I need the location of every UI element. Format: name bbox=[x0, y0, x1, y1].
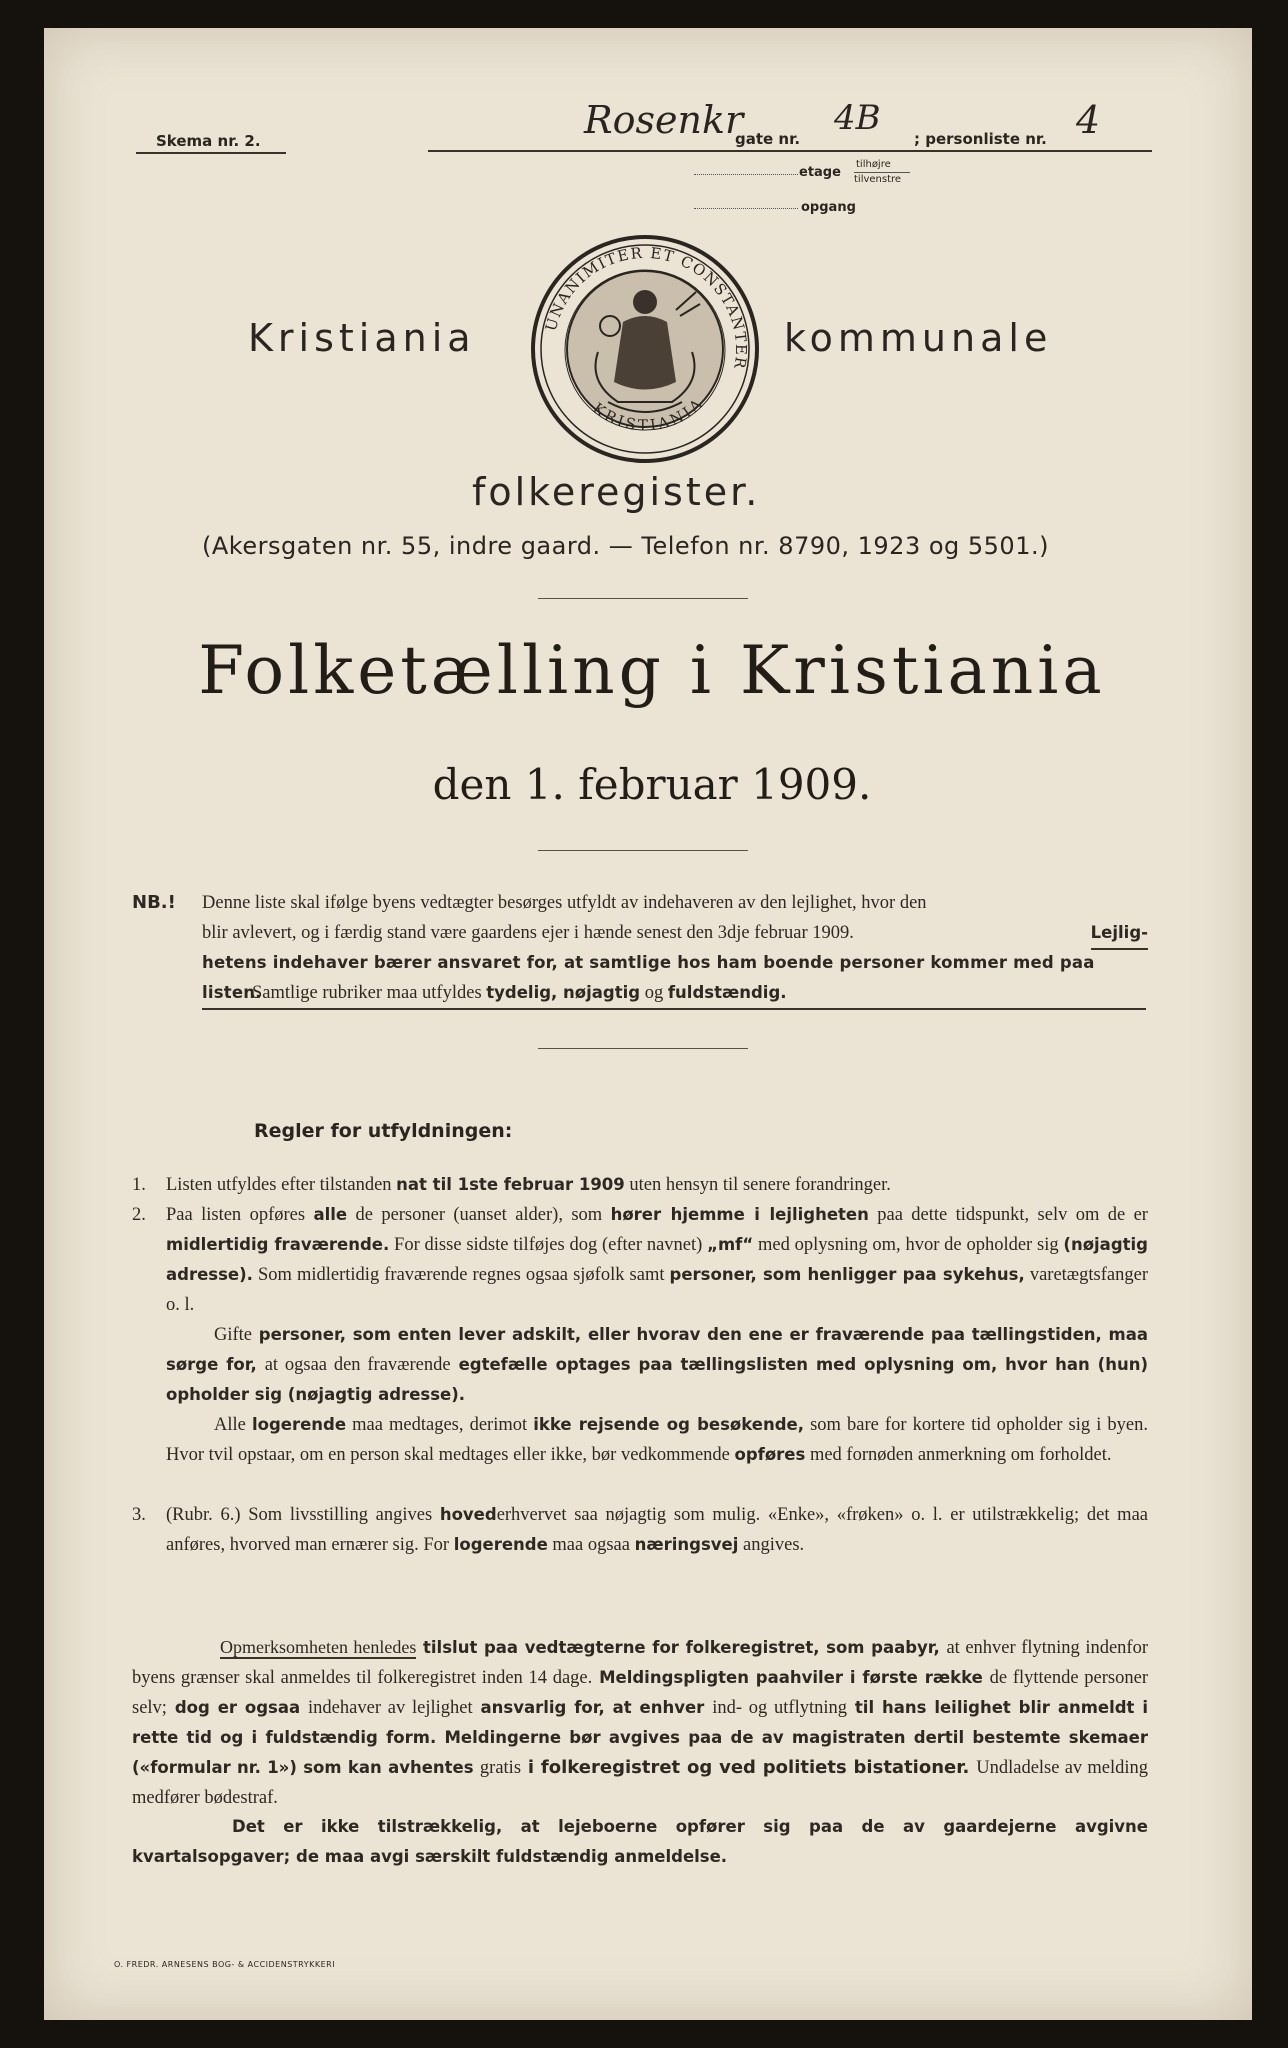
notice-paragraph-2: Det er ikke tilstrækkelig, at lejeboerne opfører sig paa de av gaardejerne avgivne kvartalsopgaver; de maa avgi særskilt fuldstændig anmeldelse. bbox=[132, 1817, 1148, 1866]
bold-segment: ikke rejsende og besøkende, bbox=[533, 1415, 804, 1434]
text-segment: erhvervet saa nøjagtig som mulig. «Enke», «frøken» o. l. er utilstrækkelig; det maa anføres, hvorved man ernærer sig. For bbox=[166, 1505, 1148, 1555]
bold-segment: hører hjemme i lejligheten bbox=[610, 1205, 869, 1224]
notice-paragraph bbox=[132, 1632, 1148, 1813]
tilhojre-label: tilhøjre bbox=[856, 159, 891, 170]
nb-line-2b: Lejlig- bbox=[1091, 918, 1148, 950]
text-segment: Gifte bbox=[214, 1325, 253, 1345]
text-segment: Paa listen opføres bbox=[166, 1205, 314, 1225]
text-segment: som bare for kortere tid opholder sig i byen. Hvor tvil opstaar, om en person skal medtages eller ikke, bør vedkommende bbox=[166, 1415, 1149, 1465]
text-segment: paa dette tidspunkt, selv om de er bbox=[868, 1205, 1148, 1225]
svg-text:UNANIMITER ET CONSTANTER: UNANIMITER ET CONSTANTER bbox=[541, 243, 751, 372]
fraction-bar bbox=[854, 172, 910, 173]
title-kristiania: Kristiania bbox=[248, 316, 476, 360]
bold-segment: midlertidig fraværende. bbox=[166, 1235, 390, 1254]
bold-segment: nat til 1ste februar 1909 bbox=[396, 1175, 625, 1194]
gate-label: gate nr. bbox=[735, 130, 801, 148]
nb-line-4d: fuldstændig. bbox=[667, 983, 787, 1002]
nb-line-4 bbox=[252, 978, 787, 1010]
etage-label: etage bbox=[799, 165, 841, 180]
text-segment: indehaver av lejlighet bbox=[308, 1698, 473, 1718]
text-segment: Listen utfyldes efter tilstanden bbox=[166, 1175, 397, 1195]
census-form-sheet bbox=[44, 28, 1252, 2020]
bold-segment: hoved bbox=[439, 1505, 497, 1524]
seal-icon bbox=[528, 232, 762, 466]
bold-segment: personer, som henligger paa sykehus, bbox=[669, 1265, 1025, 1284]
divider-2 bbox=[538, 850, 748, 851]
bold-segment: egtefælle optages paa tællingslisten med oplysning om, hvor han (hun) opholder sig (nøjagtig adresse). bbox=[166, 1355, 1149, 1404]
nb-label: NB.! bbox=[132, 892, 176, 913]
bold-segment: alle bbox=[313, 1205, 348, 1224]
skema-underline bbox=[136, 152, 286, 154]
bold-segment: tilslut paa vedtægterne for folkeregistret, som paabyr, bbox=[416, 1638, 947, 1657]
rule-gifte-text bbox=[166, 1320, 1148, 1410]
text-segment: de flyttende personer selv; bbox=[132, 1668, 1148, 1718]
divider-1 bbox=[538, 598, 748, 599]
nb-line-1: Denne liste skal ifølge byens vedtægter besørges utfyldt av indehaveren av den lejlighet, hvor den bbox=[202, 893, 927, 913]
opgang-dots bbox=[694, 208, 798, 209]
nb-responsibility: hetens indehaver bærer ansvaret for, at samtlige hos ham boende personer kommer med paa listen. bbox=[202, 948, 1146, 1010]
printer-imprint: O. FREDR. ARNESENS BOG- & ACCIDENSTRYKKERI bbox=[114, 1960, 336, 1969]
bold-segment: dog er ogsaa bbox=[166, 1698, 309, 1717]
text-segment: For disse sidste tilføjes dog (efter navnet) bbox=[389, 1235, 708, 1255]
main-title: Folketælling i Kristiania bbox=[198, 632, 1106, 709]
nb-line-2 bbox=[202, 918, 1148, 950]
bold-segment: næringsvej bbox=[634, 1535, 739, 1554]
bold-segment: „mf“ bbox=[707, 1235, 754, 1254]
bold-segment: ansvarlig for, at enhver bbox=[472, 1698, 713, 1717]
text-segment: Opmerksomheten henledes bbox=[220, 1637, 417, 1657]
bold-segment: i folkeregistret og ved politiets bistationer. bbox=[521, 1757, 977, 1778]
title-folkeregister: folkeregister. bbox=[472, 470, 761, 514]
divider-3 bbox=[538, 1048, 748, 1049]
bold-segment: logerende bbox=[251, 1415, 347, 1434]
text-segment: maa medtages, derimot bbox=[346, 1415, 534, 1435]
skema-label: Skema nr. 2. bbox=[156, 132, 261, 150]
text-segment: at ogsaa den fraværende bbox=[264, 1355, 451, 1375]
tilvenstre-label: tilvenstre bbox=[854, 174, 902, 185]
text-segment: (Rubr. 6.) Som livsstilling angives bbox=[166, 1505, 440, 1525]
bold-segment: opføres bbox=[734, 1445, 806, 1464]
header-underline bbox=[428, 150, 1152, 152]
rule-3-num: 3. bbox=[132, 1505, 146, 1525]
text-segment: maa ogsaa bbox=[547, 1535, 635, 1555]
rules-heading: Regler for utfyldningen: bbox=[254, 1120, 513, 1142]
text-segment: ind- og utflytning bbox=[712, 1698, 848, 1718]
address-line: (Akersgaten nr. 55, indre gaard. — Telefon nr. 8790, 1923 og 5501.) bbox=[202, 532, 1049, 560]
personliste-label: ; personliste nr. bbox=[914, 130, 1047, 148]
text-segment: uten hensyn til senere forandringer. bbox=[624, 1175, 891, 1195]
text-segment: med fornøden anmerkning om forholdet. bbox=[805, 1445, 1112, 1465]
text-segment: Som midlertidig fraværende regnes ogsaa sjøfolk samt bbox=[252, 1265, 670, 1285]
bold-segment: Meldingspligten paahviler i første række bbox=[592, 1668, 990, 1687]
rule-1-text bbox=[166, 1170, 1148, 1200]
nb-line-2a: blir avlevert, og i færdig stand være gaardens ejer i hænde senest den 3dje februar 1909. bbox=[202, 923, 854, 943]
text-segment: at enhver flytning indenfor byens grænser skal anmeldes til folkeregistret inden 14 dage. bbox=[132, 1638, 1148, 1688]
opgang-label: opgang bbox=[801, 200, 856, 215]
title-kommunale: kommunale bbox=[784, 316, 1053, 360]
text-segment: Alle bbox=[214, 1415, 252, 1435]
bold-segment: (nøjagtig adresse). bbox=[166, 1235, 1148, 1284]
nb-line-4a: Samtlige rubriker maa utfyldes bbox=[252, 983, 482, 1003]
nb-line-4b: tydelig, nøjagtig bbox=[486, 983, 641, 1002]
bold-segment: logerende bbox=[453, 1535, 548, 1554]
text-segment: varetægtsfanger o. l. bbox=[166, 1265, 1148, 1315]
personliste-handwritten: 4 bbox=[1076, 98, 1101, 142]
text-segment: angives. bbox=[738, 1535, 805, 1555]
rule-alle-text bbox=[166, 1410, 1148, 1470]
etage-dots bbox=[694, 174, 798, 175]
census-date: den 1. februar 1909. bbox=[432, 760, 872, 809]
text-segment: gratis bbox=[479, 1758, 522, 1778]
text-segment: Undladelse av melding medfører bødestraf. bbox=[132, 1758, 1149, 1808]
nb-line-4c: og bbox=[644, 983, 664, 1003]
bold-segment: til hans leilighet blir anmeldt i rette tid og i fuldstændig form. Meldingerne bør avgives paa de av magistraten dertil bestemte skemaer («formular nr. 1») som kan avhentes bbox=[132, 1698, 1148, 1777]
svg-text:KRISTIANIA: KRISTIANIA bbox=[589, 393, 708, 435]
rule-2-num: 2. bbox=[132, 1205, 146, 1225]
gate-handwritten: 4B bbox=[834, 98, 881, 138]
bold-segment: personer, som enten lever adskilt, eller hvorav den ene er fraværende paa tællingstiden, maa sørge for, bbox=[166, 1325, 1148, 1374]
street-handwritten: Rosenkr bbox=[584, 98, 744, 142]
rule-3-text bbox=[166, 1500, 1148, 1560]
text-segment: de personer (uanset alder), som bbox=[347, 1205, 611, 1225]
rule-2-text bbox=[166, 1200, 1148, 1320]
city-seal bbox=[528, 232, 762, 466]
rule-1-num: 1. bbox=[132, 1175, 146, 1195]
text-segment: med oplysning om, hvor de opholder sig bbox=[753, 1235, 1064, 1255]
